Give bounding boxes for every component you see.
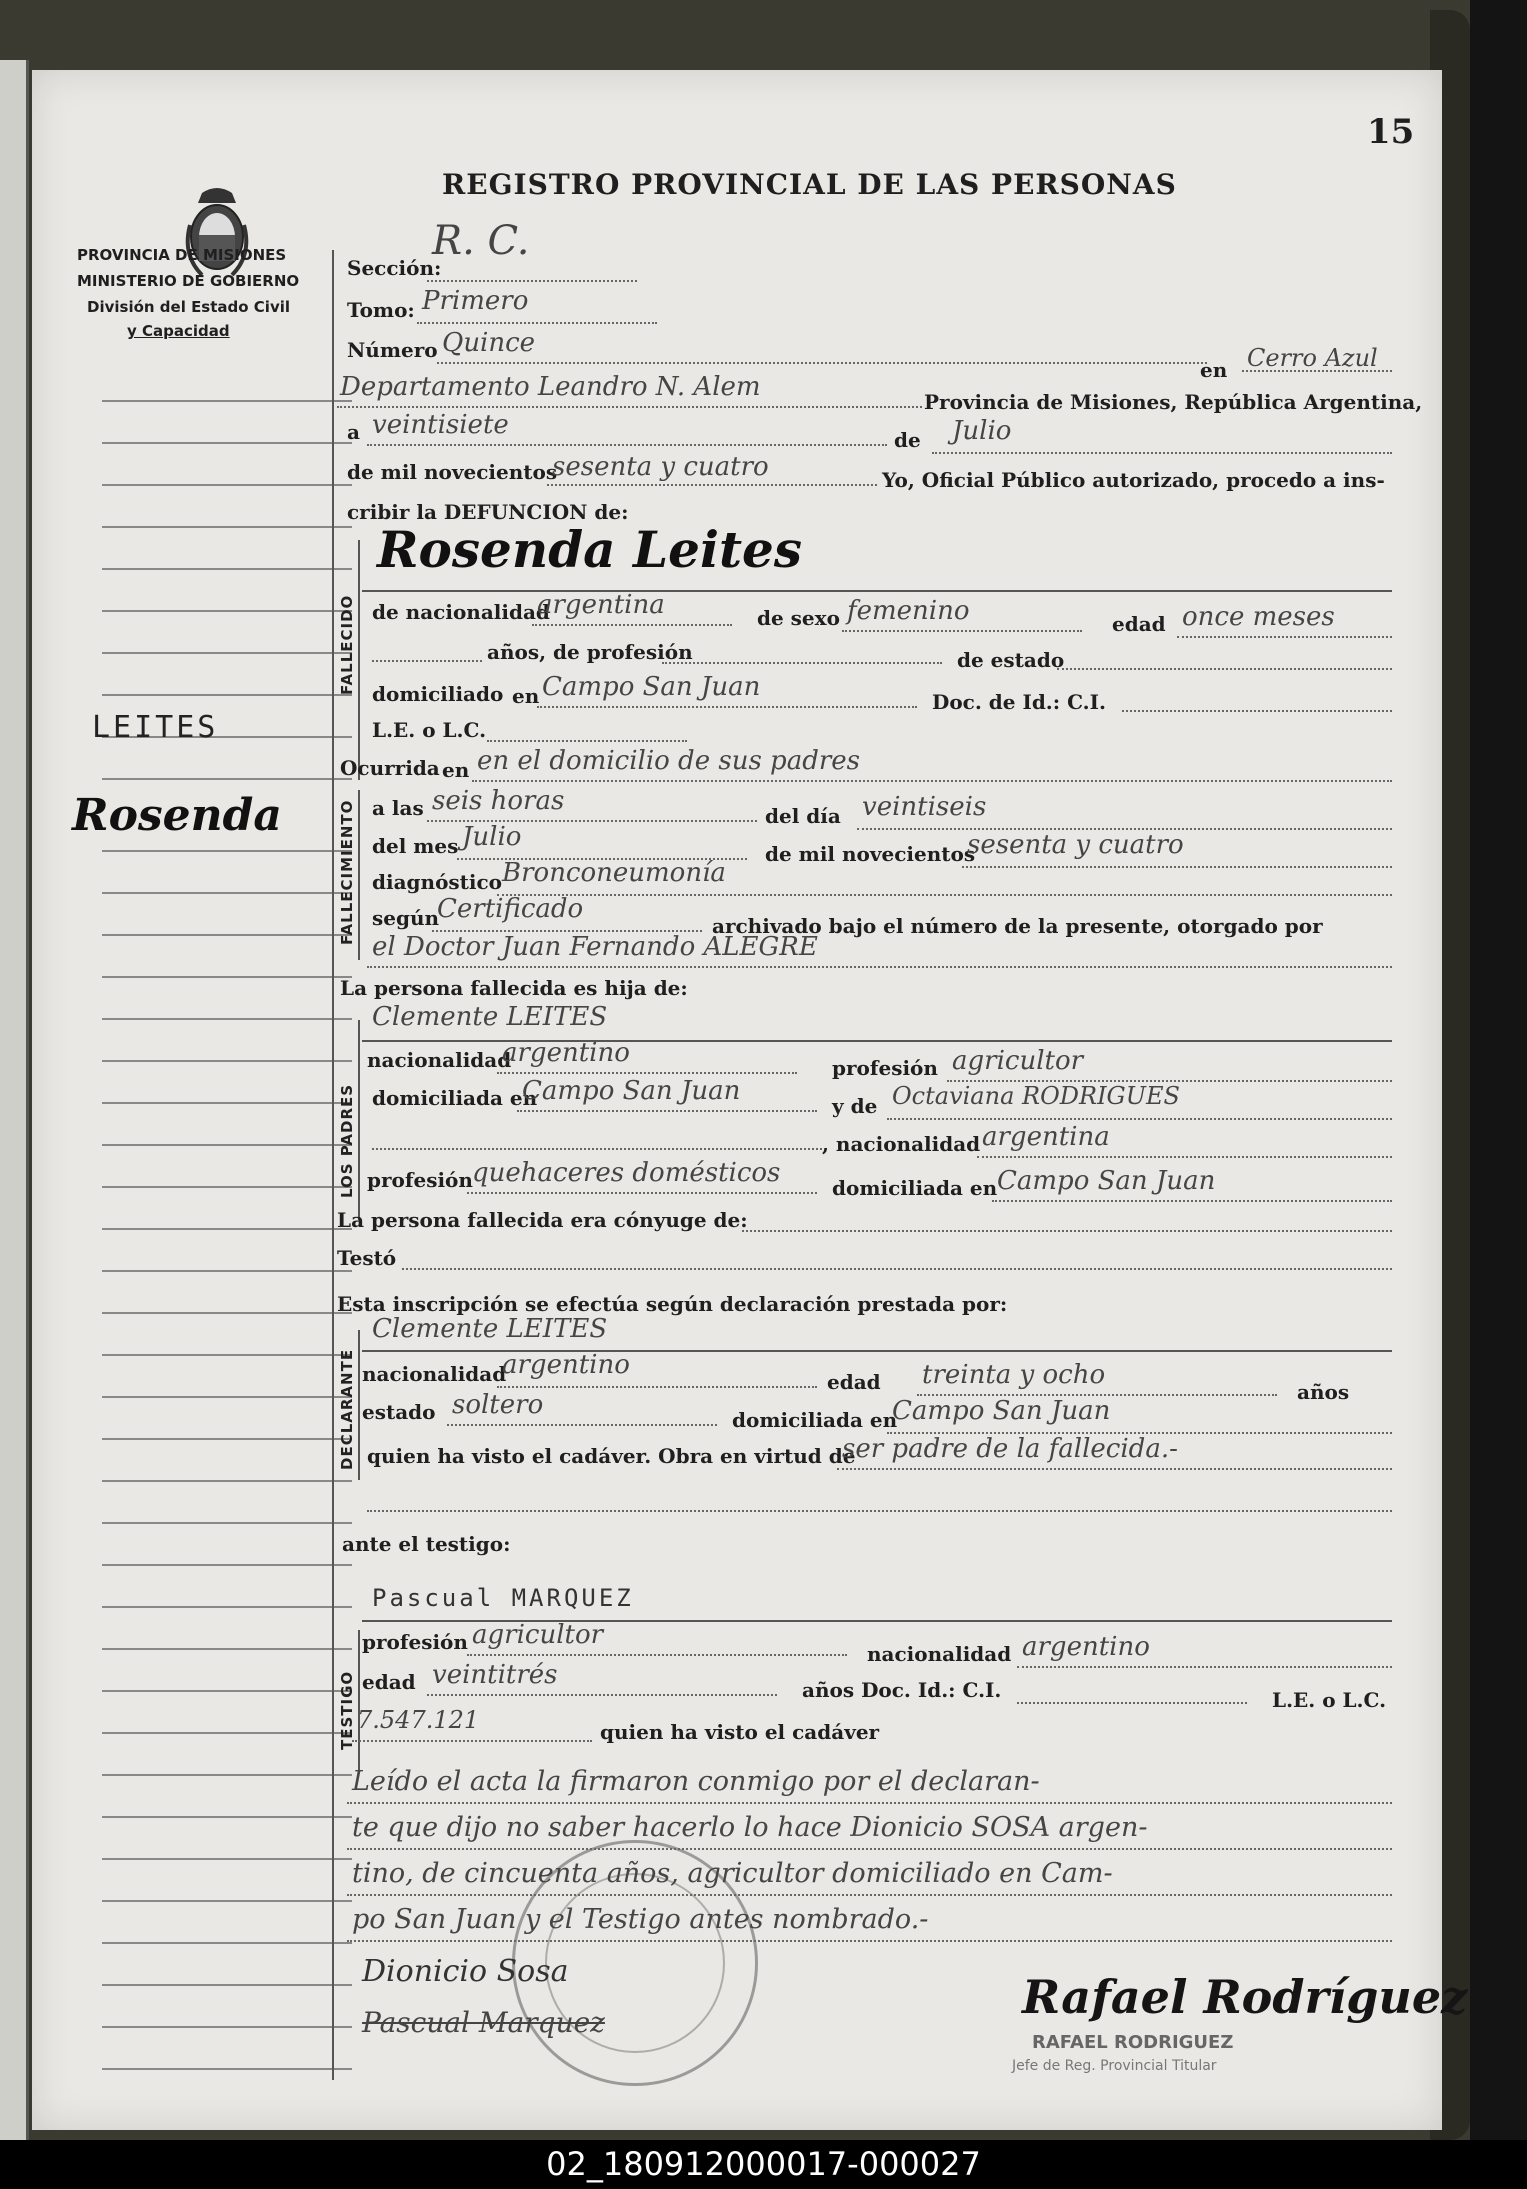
value-seccion: R. C. [432, 218, 530, 264]
margin-rule [102, 400, 352, 402]
page-number: 15 [1367, 112, 1415, 152]
value-nombre: Rosenda Leites [377, 520, 802, 579]
document-page [32, 70, 1468, 2130]
value-decl-edad: treinta y ocho [922, 1360, 1106, 1390]
field-line [372, 1148, 822, 1150]
header-capacity: y Capacidad [127, 322, 230, 340]
value-edad: once meses [1182, 602, 1335, 632]
label-madre-nacionalidad: , nacionalidad [822, 1132, 981, 1156]
field-line [497, 894, 1392, 896]
label-declaracion: Esta inscripción se efectúa según declaración prestada por: [337, 1292, 1008, 1316]
side-label-fallecido: FALLECIDO [338, 594, 356, 695]
field-line [427, 1694, 777, 1696]
label-padre-domiciliada: domiciliada en [372, 1086, 538, 1110]
field-line [367, 1510, 1392, 1512]
field-line [347, 1802, 1392, 1804]
value-padre-profesion: agricultor [952, 1046, 1084, 1076]
field-line [467, 1192, 817, 1194]
field-line [992, 1200, 1392, 1202]
field-line [1017, 1702, 1247, 1704]
page-title: REGISTRO PROVINCIAL DE LAS PERSONAS [442, 168, 1177, 201]
label-diagnostico: diagnóstico [372, 870, 503, 894]
value-test-profesion: agricultor [472, 1620, 604, 1650]
field-line [337, 406, 922, 408]
note-line: tino, de cincuenta años, agricultor domiciliado en Cam- [352, 1858, 1113, 1889]
block-rule [358, 540, 360, 780]
value-madre-nacionalidad: argentina [982, 1122, 1110, 1152]
field-line [347, 1940, 1392, 1942]
block-rule [358, 1020, 360, 1220]
field-line [1177, 636, 1392, 638]
label-decl-nacionalidad: nacionalidad [362, 1362, 507, 1386]
form-separator [332, 250, 334, 2080]
margin-rule [102, 1522, 352, 1524]
margin-rule [102, 1144, 352, 1146]
value-madre-domicilio: Campo San Juan [997, 1166, 1216, 1196]
national-crest-icon [182, 185, 252, 280]
label-test-quien: quien ha visto el cadáver [600, 1720, 880, 1744]
margin-surname: LEITES [92, 710, 219, 745]
margin-rule [102, 1270, 352, 1272]
block-rule [358, 1330, 360, 1480]
margin-rule [102, 1606, 352, 1608]
margin-rule [102, 1480, 352, 1482]
field-line [367, 444, 887, 446]
field-line [547, 484, 877, 486]
side-label-fallecimiento: FALLECIMIENTO [338, 799, 356, 945]
value-diagnostico: Bronconeumonía [502, 858, 726, 888]
label-del-mes: del mes [372, 834, 459, 858]
value-madre-profesion: quehaceres domésticos [472, 1158, 781, 1188]
margin-rule [102, 442, 352, 444]
field-line [417, 322, 657, 324]
value-decl-domicilio: Campo San Juan [892, 1396, 1111, 1426]
label-madre-profesion: profesión [367, 1168, 473, 1192]
value-tomo: Primero [422, 286, 529, 316]
value-madre: Octaviana RODRIGUES [892, 1082, 1180, 1110]
field-line [472, 780, 1392, 782]
block-rule [358, 790, 360, 960]
side-label-padres: LOS PADRES [338, 1083, 356, 1198]
signature-dionicio-sosa: Dionicio Sosa [362, 1954, 569, 1989]
label-decl-quien: quien ha visto el cadáver. Obra en virtud de [367, 1444, 856, 1468]
label-del-dia: del día [765, 804, 841, 828]
margin-rule [102, 1648, 352, 1650]
label-y-de: y de [832, 1094, 878, 1118]
margin-rule [102, 934, 352, 936]
field-line [517, 1110, 817, 1112]
margin-rule [102, 1816, 352, 1818]
header-province: PROVINCIA DE MISIONES [77, 246, 287, 264]
margin-rule [102, 1732, 352, 1734]
header-division: División del Estado Civil [87, 298, 291, 316]
label-de-mil: de mil novecientos [347, 460, 558, 484]
field-line [962, 866, 1392, 868]
signature-pascual-marquez: Pascual Marquez [362, 2006, 605, 2039]
margin-rule [102, 1018, 352, 1020]
value-en: Cerro Azul [1247, 344, 1378, 372]
margin-rule [102, 1312, 352, 1314]
label-padre-nacionalidad: nacionalidad [367, 1048, 512, 1072]
field-line [662, 662, 942, 664]
field-line [402, 1268, 1392, 1270]
value-segun: Certificado [437, 894, 584, 924]
stamp-oficial-name: RAFAEL RODRIGUEZ [1032, 2032, 1234, 2053]
label-doc: Doc. de Id.: C.I. [932, 690, 1106, 714]
value-anio: sesenta y cuatro [552, 452, 769, 482]
value-declarante: Clemente LEITES [372, 1314, 608, 1344]
label-estado: de estado [957, 648, 1065, 672]
label-sexo: de sexo [757, 606, 840, 630]
field-line [887, 1118, 1392, 1120]
note-line: te que dijo no saber hacerlo lo hace Dionicio SOSA argen- [352, 1812, 1148, 1843]
value-test-nacionalidad: argentino [1022, 1632, 1150, 1662]
field-line [1017, 1666, 1392, 1668]
block-rule [358, 1630, 360, 1770]
field-line [347, 1894, 1392, 1896]
field-line [742, 1230, 1392, 1232]
label-ante-testigo: ante el testigo: [342, 1532, 511, 1556]
margin-rule [102, 778, 352, 780]
header-ministry: MINISTERIO DE GOBIERNO [77, 272, 300, 290]
label-hija-de: La persona fallecida es hija de: [340, 976, 688, 1000]
field-line [347, 1848, 1392, 1850]
value-nacionalidad: argentina [537, 590, 665, 620]
label-anos-profesion: años, de profesión [487, 640, 693, 664]
margin-rule [102, 610, 352, 612]
margin-rule [102, 694, 352, 696]
value-test-doc: 7.547.121 [357, 1706, 480, 1734]
field-line [367, 966, 1392, 968]
margin-rule [102, 1984, 352, 1986]
field-line [352, 1740, 592, 1742]
left-page-edge [0, 60, 29, 2140]
label-test-anos: años Doc. Id.: C.I. [802, 1678, 1002, 1702]
margin-rule [102, 1564, 352, 1566]
field-line [497, 1386, 817, 1388]
field-line [532, 624, 732, 626]
label-test-le: L.E. o L.C. [1272, 1688, 1387, 1712]
value-padre-domicilio: Campo San Juan [522, 1076, 741, 1106]
margin-rule [102, 484, 352, 486]
margin-rule [102, 892, 352, 894]
margin-rule [102, 2068, 352, 2070]
margin-rule [102, 1858, 352, 1860]
field-line [437, 362, 1207, 364]
label-padre-profesion: profesión [832, 1056, 938, 1080]
label-test-profesion: profesión [362, 1630, 468, 1654]
value-padre-nacionalidad: argentino [502, 1038, 630, 1068]
margin-rule [102, 1102, 352, 1104]
value-departamento: Departamento Leandro N. Alem [340, 372, 761, 402]
value-numero: Quince [442, 328, 536, 358]
label-domicilio-en: en [512, 684, 540, 708]
value-mes-fall: Julio [462, 822, 522, 852]
note-line: po San Juan y el Testigo antes nombrado.- [352, 1904, 929, 1935]
field-line [842, 630, 1082, 632]
label-edad: edad [1112, 612, 1166, 636]
margin-rule [102, 1942, 352, 1944]
field-line [1122, 710, 1392, 712]
label-decl-domiciliada: domiciliada en [732, 1408, 898, 1432]
field-line [487, 740, 687, 742]
margin-rule [102, 1228, 352, 1230]
label-inscribir: cribir la DEFUNCION de: [347, 500, 629, 524]
field-line [537, 706, 917, 708]
value-medico: el Doctor Juan Fernando ALEGRE [372, 932, 818, 962]
value-dia-fall: veintiseis [862, 792, 987, 822]
margin-rule [102, 1396, 352, 1398]
value-ocurrida-en: en el domicilio de sus padres [477, 746, 860, 776]
label-ocurrida-en: en [442, 758, 470, 782]
field-line [372, 660, 482, 662]
label-test-edad: edad [362, 1670, 416, 1694]
margin-rule [102, 1690, 352, 1692]
label-le-lc: L.E. o L.C. [372, 718, 487, 742]
side-label-declarante: DECLARANTE [338, 1348, 356, 1470]
value-test-edad: veintitrés [432, 1660, 558, 1690]
label-numero: Número [347, 338, 438, 362]
margin-rule [102, 1774, 352, 1776]
label-testo: Testó [337, 1246, 397, 1270]
margin-rule [102, 1060, 352, 1062]
label-segun: según [372, 906, 440, 930]
label-decl-edad: edad [827, 1370, 881, 1394]
label-archivado: archivado bajo el número de la presente, otorgado por [712, 914, 1323, 938]
value-hora: seis horas [432, 786, 565, 816]
label-seccion: Sección: [347, 256, 442, 280]
margin-rule [102, 1186, 352, 1188]
image-id-footer: 02_180912000017-000027 [0, 2140, 1527, 2189]
label-test-nacionalidad: nacionalidad [867, 1642, 1012, 1666]
field-line [427, 280, 637, 282]
margin-given-name: Rosenda [72, 790, 282, 841]
label-conyuge: La persona fallecida era cónyuge de: [337, 1208, 748, 1232]
note-line: Leído el acta la firmaron conmigo por el declaran- [352, 1766, 1040, 1797]
margin-rule [102, 976, 352, 978]
margin-rule [102, 2026, 352, 2028]
value-testigo: Pascual MARQUEZ [372, 1584, 634, 1612]
label-ocurrida: Ocurrida [340, 756, 440, 780]
field-line [497, 1072, 797, 1074]
value-decl-nacionalidad: argentino [502, 1350, 630, 1380]
value-anio-fall: sesenta y cuatro [967, 830, 1184, 860]
field-line [837, 1468, 1392, 1470]
label-de-mil-nov: de mil novecientos [765, 842, 976, 866]
margin-rule [102, 1900, 352, 1902]
value-sexo: femenino [847, 596, 970, 626]
label-decl-estado: estado [362, 1400, 436, 1424]
value-decl-virtud: ser padre de la fallecida.- [842, 1434, 1178, 1464]
label-en: en [1200, 358, 1228, 382]
label-tomo: Tomo: [347, 298, 415, 322]
value-padre: Clemente LEITES [372, 1002, 608, 1032]
field-line [1242, 370, 1392, 372]
side-label-testigo: TESTIGO [338, 1670, 356, 1750]
value-decl-estado: soltero [452, 1390, 544, 1420]
signature-oficial: Rafael Rodríguez [1022, 1970, 1468, 2024]
label-domiciliado: domiciliado [372, 682, 504, 706]
label-a-las: a las [372, 796, 424, 820]
margin-rule [102, 1354, 352, 1356]
label-decl-anos: años [1297, 1380, 1350, 1404]
margin-rule [102, 526, 352, 528]
label-provincia: Provincia de Misiones, República Argentina, [924, 390, 1423, 414]
label-de: de [894, 428, 921, 452]
margin-rule [102, 652, 352, 654]
margin-rule [102, 850, 352, 852]
field-line [447, 1424, 717, 1426]
field-line [1057, 668, 1392, 670]
name-line [362, 590, 1392, 592]
value-mes: Julio [952, 416, 1012, 446]
margin-rule [102, 1438, 352, 1440]
field-line [467, 1654, 847, 1656]
field-line [932, 452, 1392, 454]
label-yo: Yo, Oficial Público autorizado, procedo a ins- [882, 468, 1385, 492]
value-domicilio: Campo San Juan [542, 672, 761, 702]
label-madre-domiciliada: domiciliada en [832, 1176, 998, 1200]
field-line [977, 1156, 1392, 1158]
label-nacionalidad: de nacionalidad [372, 600, 550, 624]
stamp-oficial-title: Jefe de Reg. Provincial Titular [1012, 2058, 1217, 2074]
label-a: a [347, 420, 360, 444]
margin-rule [102, 568, 352, 570]
value-dia: veintisiete [372, 410, 509, 440]
